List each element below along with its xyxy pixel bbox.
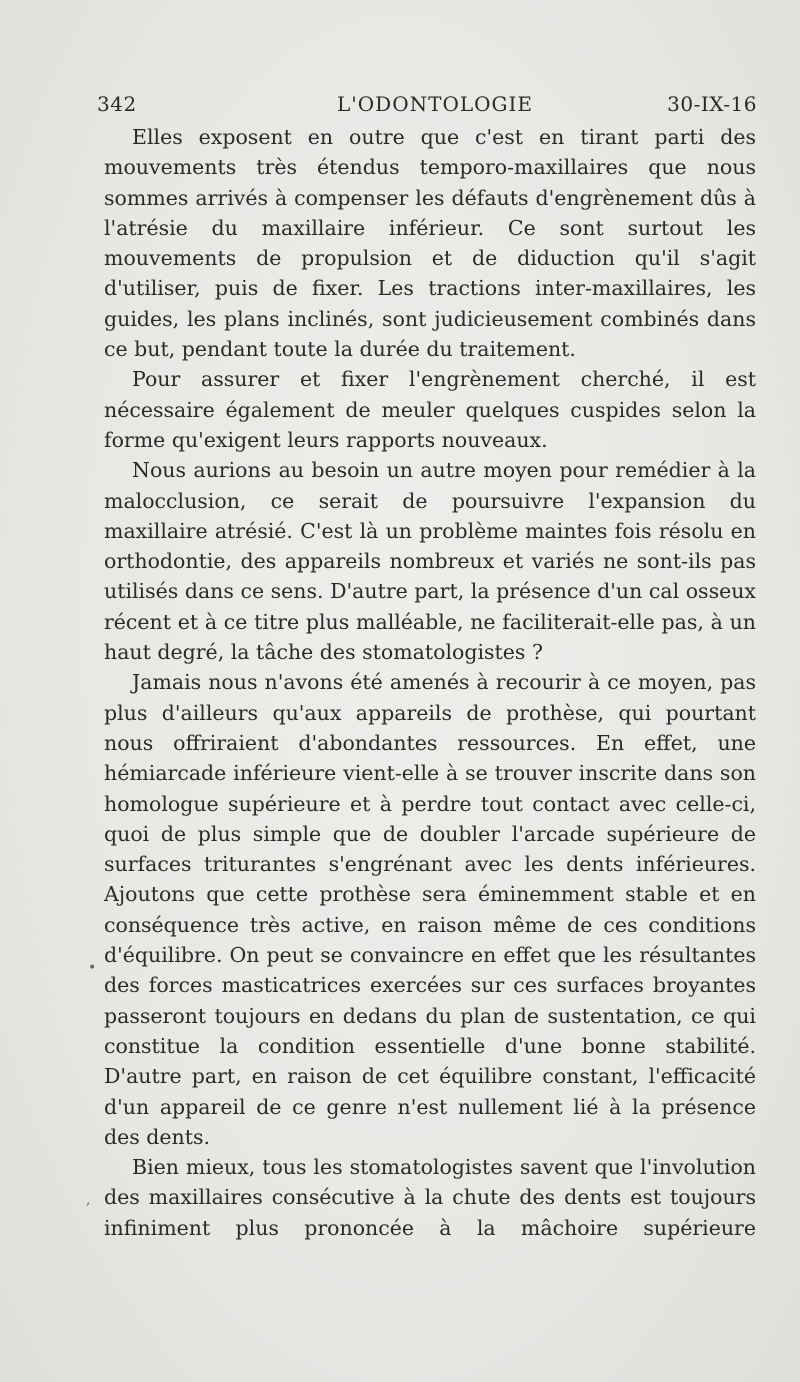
paragraph-4: Jamais nous n'avons été amenés à recourir à ce moyen, pas plus d'ailleurs qu'aux appareils de prothèse, qui pourtant nous offriraient d'abondantes ressources. En effet, une hémiarcade inférieure vient-elle à se trouver inscrite dans son homologue supérieure et à perdre tout contact avec celle-ci, quoi de plus simple que de doubler l'arcade supérieure de surfaces triturantes s'engrénant avec les dents inférieures. Ajoutons que cette prothèse sera éminemment stable et en conséquence très active, en raison même de ces conditions d'équilibre. On peut se convaincre en effet que les résultantes des forces masticatrices exercées sur ces surfaces broyantes passeront toujours en dedans du plan de sustentation, ce qui constitue la condition essentielle d'une bonne stabilité. D'autre part, en raison de cet équilibre constant, l'efficacité d'un appareil de ce genre n'est nullement lié à la présence des dents. (104, 670, 756, 1149)
paragraph-5: Bien mieux, tous les stomatologistes savent que l'involution des maxillaires consécutive à la chute des dents est toujours infiniment plus prononcée à la mâchoire supérieure (104, 1155, 756, 1240)
margin-dot-mark: • (88, 960, 97, 976)
page-header (97, 92, 757, 122)
paragraph-2: Pour assurer et fixer l'engrènement cherché, il est nécessaire également de meuler quelques cuspides selon la forme qu'exigent leurs rapports nouveaux. (104, 367, 756, 452)
running-title: L'ODONTOLOGIE (337, 92, 533, 116)
issue-date: 30-IX-16 (667, 92, 757, 116)
paragraph-3: Nous aurions au besoin un autre moyen pour remédier à la malocclusion, ce serait de poursuivre l'expansion du maxillaire atrésié. C'est là un problème maintes fois résolu en orthodontie, des appareils nombreux et variés ne sont-ils pas utilisés dans ce sens. D'autre part, la présence d'un cal osseux récent et à ce titre plus malléable, ne faciliterait-elle pas, à un haut degré, la tâche des stomatologistes ? (104, 458, 756, 665)
page-number: 342 (97, 92, 137, 116)
body-text (104, 122, 756, 1243)
paragraph-1: Elles exposent en outre que c'est en tirant parti des mouvements très étendus temporo-maxillaires que nous sommes arrivés à compenser les défauts d'engrènement dûs à l'atrésie du maxillaire inférieur. Ce sont surtout les mouvements de propulsion et de diduction qu'il s'agit d'utiliser, puis de fixer. Les tractions inter-maxillaires, les guides, les plans inclinés, sont judicieusement combinés dans ce but, pendant toute la durée du traitement. (104, 125, 756, 362)
margin-tick-mark: , (86, 1192, 91, 1208)
